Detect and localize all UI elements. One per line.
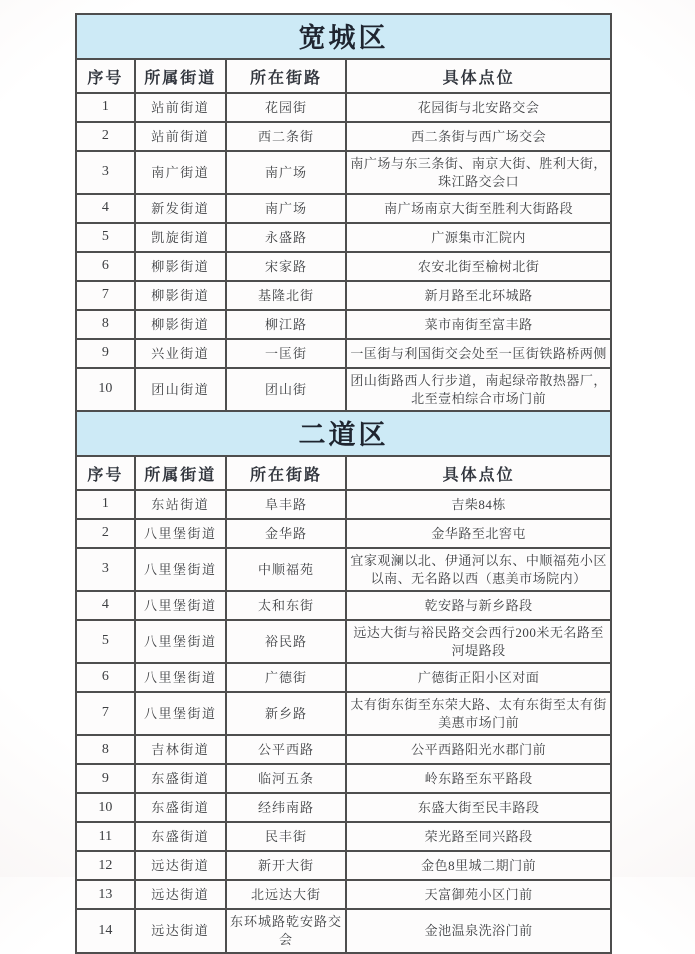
- specific-location: 南广场与东三条街、南京大街、胜利大街，珠江路交会口: [346, 151, 611, 194]
- table-row: [76, 93, 611, 122]
- column-header-street-district: 所属街道: [135, 456, 226, 490]
- specific-location: 岭东路至东平路段: [346, 764, 611, 793]
- header-row: [76, 456, 611, 490]
- column-header-street-road: 所在街路: [226, 456, 346, 490]
- specific-location: 公平西路阳光水郡门前: [346, 735, 611, 764]
- specific-location: 团山街路西人行步道，南起绿帝散热器厂，北至壹柏综合市场门前: [346, 368, 611, 411]
- table-row: [76, 764, 611, 793]
- row-number: 9: [76, 339, 135, 368]
- street-road: 阜丰路: [226, 490, 346, 519]
- street-district: 东站街道: [135, 490, 226, 519]
- street-district: 八里堡街道: [135, 620, 226, 663]
- column-header-street-district: 所属街道: [135, 59, 226, 93]
- street-road: 公平西路: [226, 735, 346, 764]
- street-road: 金华路: [226, 519, 346, 548]
- row-number: 8: [76, 735, 135, 764]
- street-district: 柳影街道: [135, 310, 226, 339]
- row-number: 3: [76, 548, 135, 591]
- table-row: [76, 490, 611, 519]
- street-district: 八里堡街道: [135, 591, 226, 620]
- street-district: 远达街道: [135, 851, 226, 880]
- street-district: 新发街道: [135, 194, 226, 223]
- street-road: 太和东街: [226, 591, 346, 620]
- document-page: [75, 13, 612, 954]
- street-district: 东盛街道: [135, 764, 226, 793]
- specific-location: 太有街东街至东荣大路、太有东街至太有街美惠市场门前: [346, 692, 611, 735]
- table-row: [76, 735, 611, 764]
- street-district: 东盛街道: [135, 793, 226, 822]
- specific-location: 一匡街与利国街交会处至一匡街铁路桥两侧: [346, 339, 611, 368]
- street-district: 八里堡街道: [135, 663, 226, 692]
- district-title: 宽城区: [76, 14, 611, 59]
- row-number: 10: [76, 793, 135, 822]
- table-row: [76, 310, 611, 339]
- row-number: 6: [76, 252, 135, 281]
- row-number: 7: [76, 692, 135, 735]
- district-title-row: [76, 14, 611, 59]
- table-row: [76, 368, 611, 411]
- specific-location: 农安北街至榆树北街: [346, 252, 611, 281]
- table-row: [76, 822, 611, 851]
- street-district: 八里堡街道: [135, 519, 226, 548]
- specific-location: 宜家观澜以北、伊通河以东、中顺福苑小区以南、无名路以西（惠美市场院内）: [346, 548, 611, 591]
- street-road: 基隆北街: [226, 281, 346, 310]
- street-road: 裕民路: [226, 620, 346, 663]
- district-table-1: [75, 13, 612, 412]
- street-district: 柳影街道: [135, 252, 226, 281]
- table-row: [76, 281, 611, 310]
- street-road: 新开大街: [226, 851, 346, 880]
- table-row: [76, 663, 611, 692]
- table-row: [76, 548, 611, 591]
- specific-location: 南广场南京大街至胜利大街路段: [346, 194, 611, 223]
- table-row: [76, 519, 611, 548]
- street-road: 一匡街: [226, 339, 346, 368]
- specific-location: 荣光路至同兴路段: [346, 822, 611, 851]
- street-road: 永盛路: [226, 223, 346, 252]
- row-number: 14: [76, 909, 135, 952]
- specific-location: 远达大街与裕民路交会西行200米无名路至河堤路段: [346, 620, 611, 663]
- header-row: [76, 59, 611, 93]
- street-district: 柳影街道: [135, 281, 226, 310]
- street-road: 宋家路: [226, 252, 346, 281]
- street-district: 远达街道: [135, 880, 226, 909]
- table-row: [76, 591, 611, 620]
- street-district: 八里堡街道: [135, 692, 226, 735]
- district-table-2: [75, 410, 612, 953]
- street-road: 民丰街: [226, 822, 346, 851]
- street-road: 北远达大街: [226, 880, 346, 909]
- street-road: 东环城路乾安路交会: [226, 909, 346, 952]
- table-row: [76, 194, 611, 223]
- table-row: [76, 151, 611, 194]
- row-number: 13: [76, 880, 135, 909]
- street-road: 新乡路: [226, 692, 346, 735]
- district-title: 二道区: [76, 411, 611, 456]
- table-row: [76, 851, 611, 880]
- street-district: 团山街道: [135, 368, 226, 411]
- table-row: [76, 252, 611, 281]
- table-row: [76, 880, 611, 909]
- street-road: 西二条街: [226, 122, 346, 151]
- street-road: 临河五条: [226, 764, 346, 793]
- street-district: 远达街道: [135, 909, 226, 952]
- row-number: 2: [76, 519, 135, 548]
- column-header-specific-location: 具体点位: [346, 59, 611, 93]
- specific-location: 广源集市汇院内: [346, 223, 611, 252]
- specific-location: 金华路至北窖屯: [346, 519, 611, 548]
- specific-location: 吉柴84栋: [346, 490, 611, 519]
- table-row: [76, 223, 611, 252]
- specific-location: 天富御苑小区门前: [346, 880, 611, 909]
- row-number: 11: [76, 822, 135, 851]
- street-road: 经纬南路: [226, 793, 346, 822]
- row-number: 4: [76, 591, 135, 620]
- street-district: 八里堡街道: [135, 548, 226, 591]
- street-road: 中顺福苑: [226, 548, 346, 591]
- street-road: 南广场: [226, 151, 346, 194]
- street-district: 站前街道: [135, 122, 226, 151]
- specific-location: 乾安路与新乡路段: [346, 591, 611, 620]
- street-road: 柳江路: [226, 310, 346, 339]
- specific-location: 东盛大街至民丰路段: [346, 793, 611, 822]
- row-number: 8: [76, 310, 135, 339]
- street-district: 吉林街道: [135, 735, 226, 764]
- street-road: 广德街: [226, 663, 346, 692]
- column-header-specific-location: 具体点位: [346, 456, 611, 490]
- column-header-row-number: 序号: [76, 59, 135, 93]
- specific-location: 花园街与北安路交会: [346, 93, 611, 122]
- specific-location: 新月路至北环城路: [346, 281, 611, 310]
- specific-location: 菜市南街至富丰路: [346, 310, 611, 339]
- street-road: 团山街: [226, 368, 346, 411]
- row-number: 12: [76, 851, 135, 880]
- row-number: 3: [76, 151, 135, 194]
- street-road: 南广场: [226, 194, 346, 223]
- specific-location: 西二条街与西广场交会: [346, 122, 611, 151]
- row-number: 4: [76, 194, 135, 223]
- table-row: [76, 793, 611, 822]
- district-title-row: [76, 411, 611, 456]
- table-row: [76, 339, 611, 368]
- table-row: [76, 692, 611, 735]
- row-number: 1: [76, 93, 135, 122]
- specific-location: 金色8里城二期门前: [346, 851, 611, 880]
- row-number: 7: [76, 281, 135, 310]
- specific-location: 金池温泉洗浴门前: [346, 909, 611, 952]
- street-district: 兴业街道: [135, 339, 226, 368]
- table-row: [76, 122, 611, 151]
- table-row: [76, 620, 611, 663]
- row-number: 10: [76, 368, 135, 411]
- street-district: 凯旋街道: [135, 223, 226, 252]
- row-number: 9: [76, 764, 135, 793]
- row-number: 5: [76, 620, 135, 663]
- row-number: 5: [76, 223, 135, 252]
- table-row: [76, 909, 611, 952]
- tables-container: [75, 13, 612, 954]
- street-district: 南广街道: [135, 151, 226, 194]
- row-number: 1: [76, 490, 135, 519]
- column-header-street-road: 所在街路: [226, 59, 346, 93]
- street-district: 东盛街道: [135, 822, 226, 851]
- street-road: 花园街: [226, 93, 346, 122]
- row-number: 6: [76, 663, 135, 692]
- specific-location: 广德街正阳小区对面: [346, 663, 611, 692]
- row-number: 2: [76, 122, 135, 151]
- column-header-row-number: 序号: [76, 456, 135, 490]
- street-district: 站前街道: [135, 93, 226, 122]
